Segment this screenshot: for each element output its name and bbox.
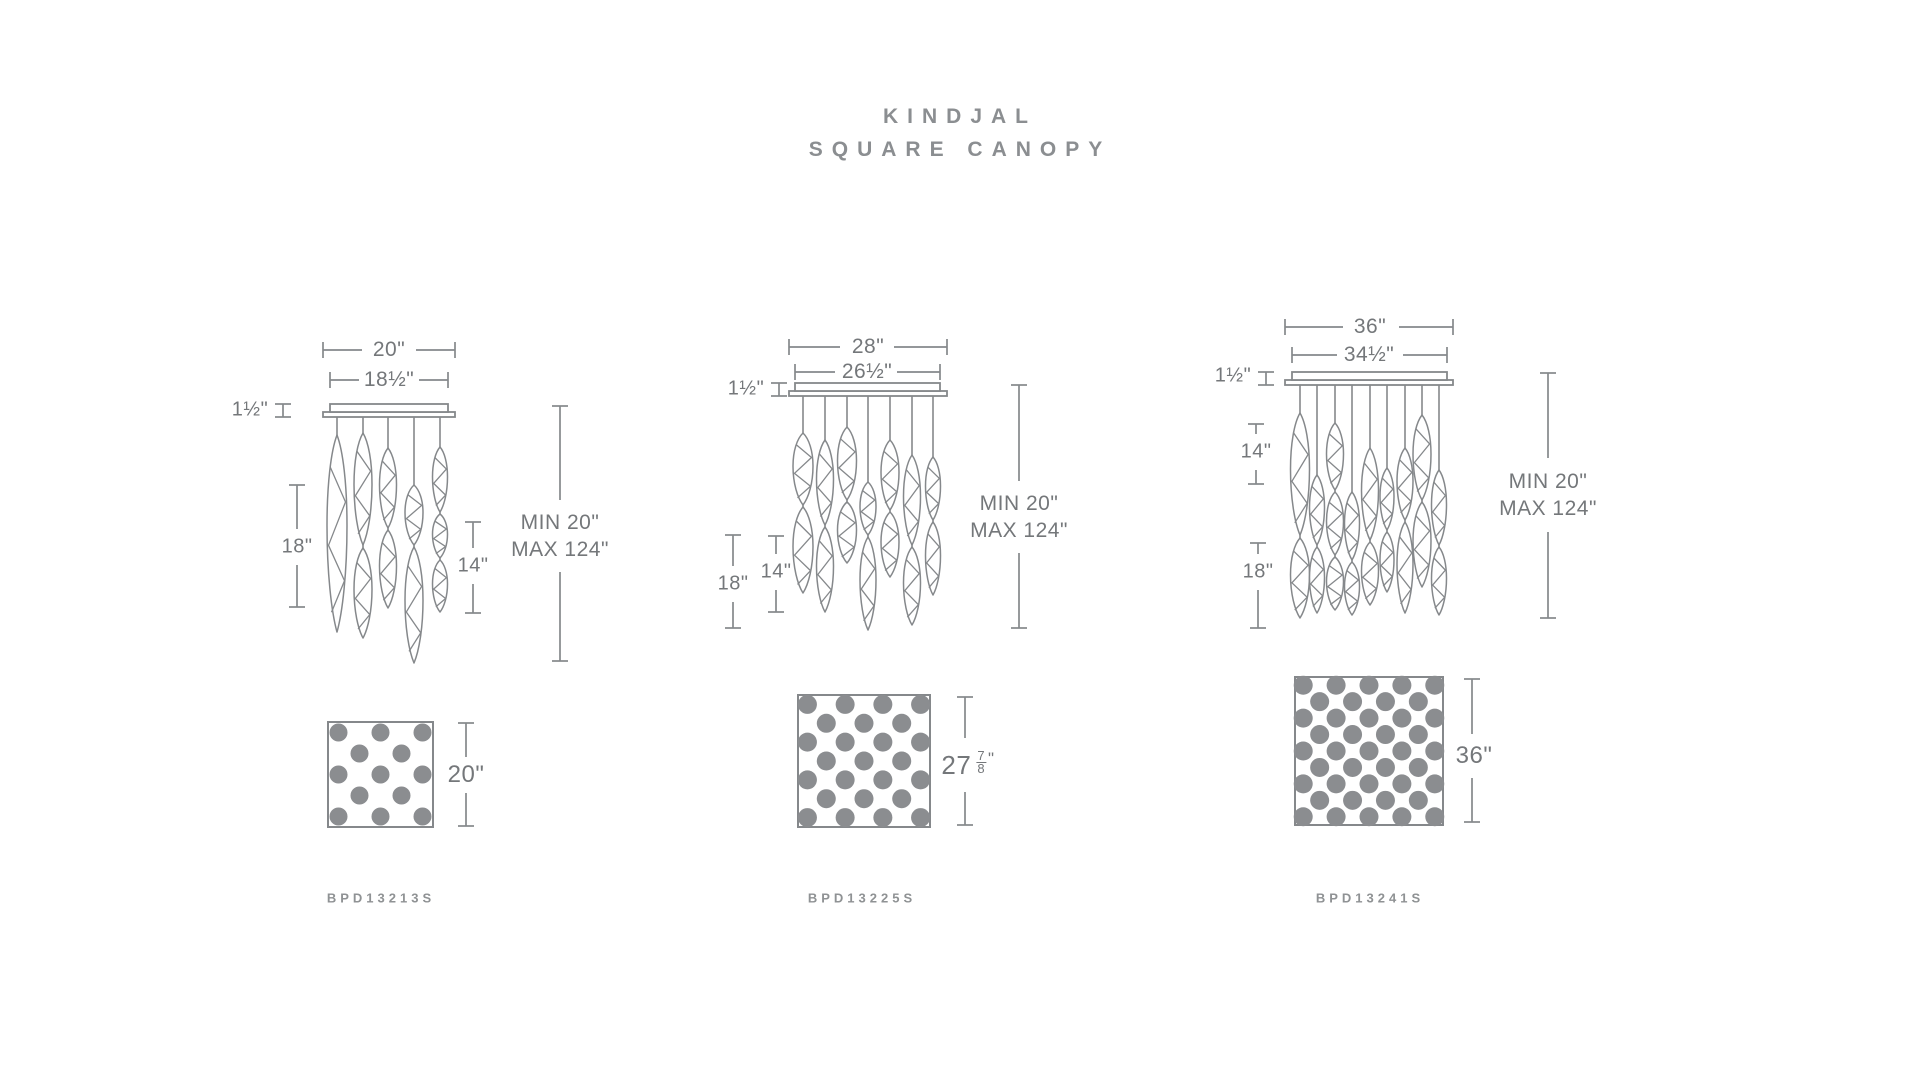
product-code-3: BPD13241S (1315, 890, 1425, 906)
dim-canopy-outer-width-1: 20" (372, 338, 406, 361)
dim-suspension-range-2 (970, 490, 1068, 544)
dim-canopy-height-2: 1½" (727, 377, 765, 400)
dim-suspension-range-3 (1499, 468, 1597, 522)
dim-plan-width-1: 20" (447, 761, 485, 788)
dim-crystal-drop-short-1: 14" (457, 554, 489, 577)
dim-suspension-range-1 (511, 509, 609, 563)
fraction-numerator-2: 7 (977, 748, 986, 763)
dim-canopy-inner-width-2: 26½" (841, 360, 893, 383)
crystal-pendants (327, 433, 448, 663)
dim-crystal-drop-short-2: 14" (760, 560, 792, 583)
dim-crystal-drop-long-3: 18" (1242, 560, 1274, 583)
product-family-name: KINDJAL (882, 105, 1037, 128)
dim-crystal-drop-short-3: 14" (1240, 440, 1272, 463)
product-code-1: BPD13213S (326, 890, 436, 906)
dim-canopy-outer-width-2: 28" (851, 335, 885, 358)
canopy (1285, 372, 1453, 385)
fixture-3-drawing (1248, 319, 1556, 826)
canopy (323, 404, 455, 417)
dim-crystal-drop-long-1: 18" (281, 535, 313, 558)
product-code-2: BPD13225S (807, 890, 917, 906)
dim-plan-width-3: 36" (1455, 742, 1493, 769)
suspension-max-2: MAX 124" (970, 519, 1068, 542)
dim-canopy-inner-width-3: 34½" (1343, 343, 1395, 366)
suspension-max-3: MAX 124" (1499, 497, 1597, 520)
plan-width-whole-2: 27 (941, 750, 972, 780)
crystal-pendants (1291, 413, 1447, 618)
fixture-1-drawing (275, 342, 568, 827)
dim-crystal-drop-long-2: 18" (717, 572, 749, 595)
dim-canopy-inner-width-1: 18½" (363, 368, 415, 391)
inch-mark-2: " (988, 749, 995, 768)
canopy (789, 383, 947, 396)
dim-canopy-height-1: 1½" (231, 398, 269, 421)
suspension-max-1: MAX 124" (511, 538, 609, 561)
fraction-denominator-2: 8 (977, 761, 986, 776)
plan-width-fraction-2 (976, 750, 986, 775)
suspension-min-1: MIN 20" (520, 511, 600, 534)
suspension-min-2: MIN 20" (979, 492, 1059, 515)
product-variant-name: SQUARE CANOPY (808, 138, 1112, 161)
plan-view-square (1294, 676, 1445, 827)
dim-plan-width-2 (941, 749, 994, 781)
crystal-pendants (793, 427, 941, 630)
plan-view-square (328, 722, 433, 827)
dim-canopy-outer-width-3: 36" (1353, 315, 1387, 338)
suspension-min-3: MIN 20" (1508, 470, 1588, 493)
dim-canopy-height-3: 1½" (1214, 364, 1252, 387)
plan-view-square (798, 695, 930, 827)
